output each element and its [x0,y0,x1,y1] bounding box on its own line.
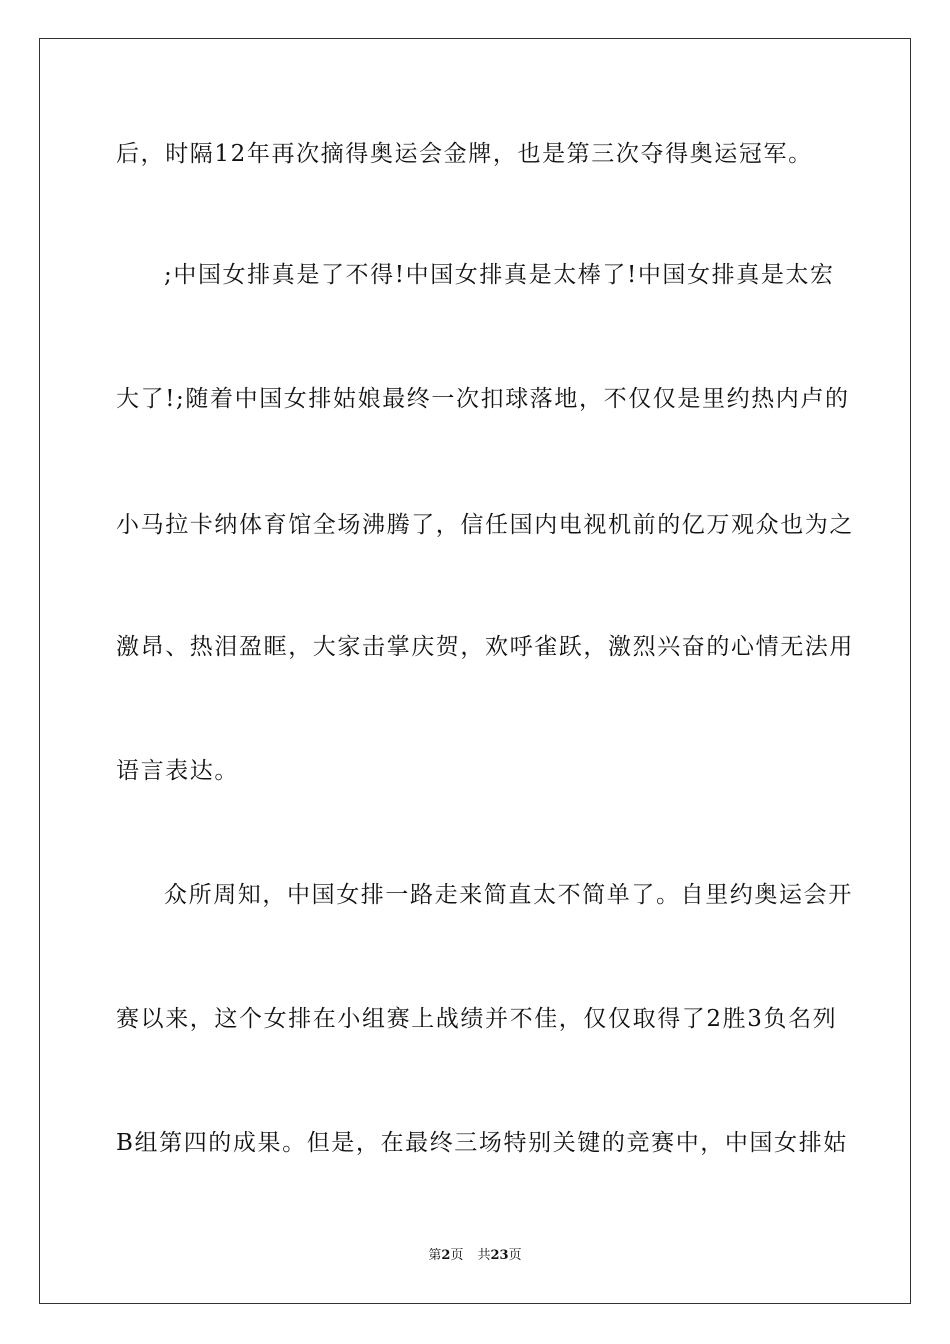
total-label-prefix: 共 [477,1248,491,1263]
page-label-prefix: 第 [428,1248,442,1263]
page-label-suffix: 页 [450,1248,464,1263]
current-page-number: 2 [441,1248,451,1263]
text-line-9: B组第四的成果。但是，在最终三场特别关键的竞赛中，中国女排姑 [116,1130,848,1156]
text-line-5: 激昂、热泪盈眶，大家击掌庆贺，欢呼雀跃，激烈兴奋的心情无法用 [116,634,854,660]
text-line-7: 众所周知，中国女排一路走来简直太不简单了。自里约奥运会开 [164,882,853,908]
text-line-1: 后，时隔12年再次摘得奥运会金牌，也是第三次夺得奥运冠军。 [116,141,813,167]
text-line-8: 赛以来，这个女排在小组赛上战绩并不佳，仅仅取得了2胜3负名列 [116,1006,838,1032]
text-line-3: 大了!;随着中国女排姑娘最终一次扣球落地，不仅仅是里约热内卢的 [116,386,850,412]
page-footer [0,1247,950,1265]
total-pages-number: 23 [490,1248,509,1263]
page-frame [39,38,911,1304]
text-line-4: 小马拉卡纳体育馆全场沸腾了，信任国内电视机前的亿万观众也为之 [116,512,854,538]
total-label-suffix: 页 [508,1248,522,1263]
text-line-6: 语言表达。 [116,758,239,784]
text-line-2: ;中国女排真是了不得!中国女排真是太棒了!中国女排真是太宏 [164,262,835,288]
